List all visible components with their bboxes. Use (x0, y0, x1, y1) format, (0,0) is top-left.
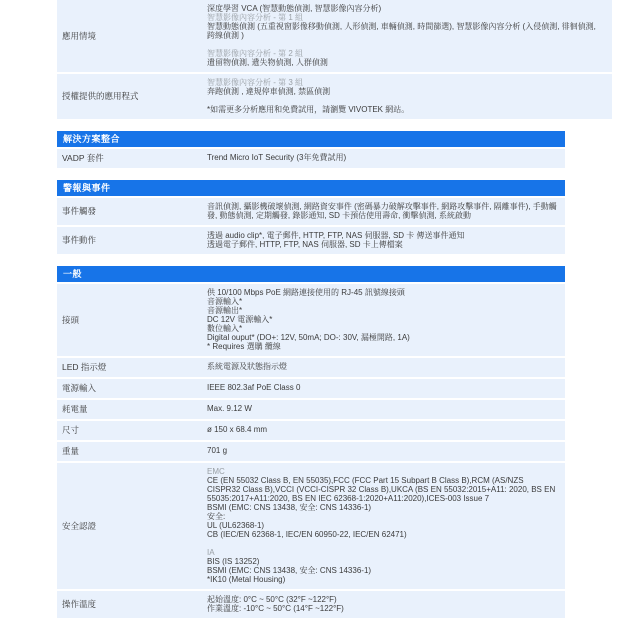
value-line: CE (EN 55032 Class B, EN 55035),FCC (FCC Part 15 Subpart B Class B),RCM (AS/NZS CISPR32 Class B),VCCI (VCCI-CISPR 32 Class B),UKCA (BS EN 55032:2015+A11: 2020, BS EN 55035:2017+A11:2020, BS EN IEC 62368-1:2020+A11:2020),ICES-003 Issue 7 (207, 476, 556, 503)
spec-row (57, 421, 565, 440)
value-subheading: EMC (207, 467, 225, 476)
value-line: UL (UL62368-1) (207, 521, 265, 530)
value-line: *如需更多分析應用和免費試用，請瀏覽 VIVOTEK 網站。 (207, 105, 410, 114)
value-line: 奔跑偵測 , 違規停車偵測, 禁區偵測 (207, 87, 331, 96)
spec-row-value (207, 400, 565, 419)
spec-row-value (207, 74, 612, 119)
value-line: BSMI (EMC: CNS 13438, 安全: CNS 14336-1) (207, 503, 372, 512)
spec-row-value (207, 463, 565, 589)
spec-row-label: 接頭 (62, 314, 80, 325)
spec-row-value (207, 591, 565, 618)
value-line: 音訊偵測, 攝影機破壞偵測, 網路資安事件 (密碼暴力破解攻擊事件, 網路攻擊事件, 隔離事件), 手動觸發, 動態偵測, 定期觸發, 錄影通知, SD 卡預估使用壽命, 衝擊偵測, 系統啟動 (207, 202, 557, 220)
spec-row-value (207, 379, 565, 398)
spec-row (57, 358, 565, 377)
spec-row (57, 463, 565, 589)
spec-row (57, 379, 565, 398)
value-line: 起始溫度: 0°C ~ 50°C (32°F ~122°F) (207, 595, 337, 604)
value-line: 音源輸出* (207, 306, 243, 315)
value-line: * Requires 選購 纜線 (207, 342, 281, 351)
value-line: CB (IEC/EN 62368-1, IEC/EN 60950-22, IEC/EN 62471) (207, 530, 407, 539)
spec-row (57, 74, 612, 119)
spec-row-label: 重量 (62, 446, 80, 456)
spec-row (57, 591, 565, 618)
value-line: BIS (IS 13252) (207, 557, 260, 566)
value-subheading: 智慧影像內容分析 - 第 2 組 (207, 49, 304, 58)
spec-table-general (57, 266, 565, 618)
section-header: 一般 (57, 266, 565, 282)
value-line: BSMI (EMC: CNS 13438, 安全: CNS 14336-1) (207, 566, 372, 575)
value-subheading: 智慧影像內容分析 - 第 3 組 (207, 78, 304, 87)
spec-row (57, 0, 612, 72)
spec-row (57, 149, 565, 168)
value-line: 安全: (207, 512, 226, 521)
spec-row-label: LED 指示燈 (62, 362, 107, 372)
value-line: *IK10 (Metal Housing) (207, 575, 286, 584)
value-line: 遺留物偵測, 遺失物偵測, 人群偵測 (207, 58, 328, 67)
spec-row (57, 198, 565, 225)
value-line: 作業溫度: -10°C ~ 50°C (14°F ~122°F) (207, 604, 344, 613)
spec-row-value (207, 358, 565, 377)
value-line: 701 g (207, 446, 228, 455)
spec-row-value (207, 0, 612, 72)
spec-row-label: VADP 套件 (62, 153, 104, 163)
value-line: ø 150 x 68.4 mm (207, 425, 268, 434)
spec-row-value (207, 227, 565, 254)
spec-row (57, 284, 565, 356)
value-line: Digital ouput* (DO+: 12V, 50mA; DO-: 30V, 漏極開路, 1A) (207, 333, 410, 342)
value-line: 系統電源及狀態指示燈 (207, 362, 287, 371)
spec-row-value (207, 149, 565, 168)
spec-table-solution-integration (57, 131, 565, 168)
spec-row-label: 授權提供的應用程式 (62, 91, 139, 101)
value-line: 數位輸入* (207, 324, 243, 333)
spec-row-label: 尺寸 (62, 425, 80, 435)
spec-row-value (207, 442, 565, 461)
spec-row-label: 事件觸發 (62, 206, 97, 216)
spec-row (57, 227, 565, 254)
value-line: 透過電子郵件, HTTP, FTP, NAS 伺服器, SD 卡上傳檔案 (207, 240, 403, 249)
value-line: 供 10/100 Mbps PoE 網路連接使用的 RJ-45 訊號線接頭 (207, 288, 405, 297)
value-line (207, 96, 604, 105)
value-line: Trend Micro IoT Security (3年免費試用) (207, 153, 347, 162)
spec-row (57, 400, 565, 419)
spec-row-value (207, 421, 565, 440)
value-line (207, 539, 557, 548)
value-line (207, 40, 604, 49)
spec-table-alarm-events (57, 180, 565, 254)
spec-row-label: 電源輸入 (62, 383, 97, 393)
spec-row-value (207, 198, 565, 225)
section-header: 警報與事件 (57, 180, 565, 196)
value-subheading: IA (207, 548, 215, 557)
value-line: 透過 audio clip*, 電子郵件, HTTP, FTP, NAS 伺服器, SD 卡 傳送事件通知 (207, 231, 465, 240)
value-line: DC 12V 電源輸入* (207, 315, 273, 324)
value-line: 智慧動態偵測 (五重視窗影像移動偵測, 人形偵測, 車輛偵測, 時間篩選), 智慧影像內容分析 (入侵偵測, 徘徊偵測, 跨線偵測 ) (207, 22, 596, 40)
value-line: 深度學習 VCA (智慧動態偵測, 智慧影像內容分析) (207, 4, 382, 13)
spec-table-applications (57, 0, 612, 119)
value-line: IEEE 802.3af PoE Class 0 (207, 383, 301, 392)
spec-row-label: 事件動作 (62, 235, 97, 245)
spec-row-label: 耗電量 (62, 404, 88, 414)
section-header: 解決方案整合 (57, 131, 565, 147)
spec-row-label: 操作溫度 (62, 599, 97, 609)
spec-row-value (207, 284, 565, 356)
spec-row (57, 442, 565, 461)
value-subheading: 智慧影像內容分析 - 第 1 組 (207, 13, 304, 22)
spec-row-label: 應用情境 (62, 30, 97, 41)
value-line: Max. 9.12 W (207, 404, 252, 413)
value-line: 音源輸入* (207, 297, 243, 306)
spec-row-label: 安全認證 (62, 520, 97, 531)
